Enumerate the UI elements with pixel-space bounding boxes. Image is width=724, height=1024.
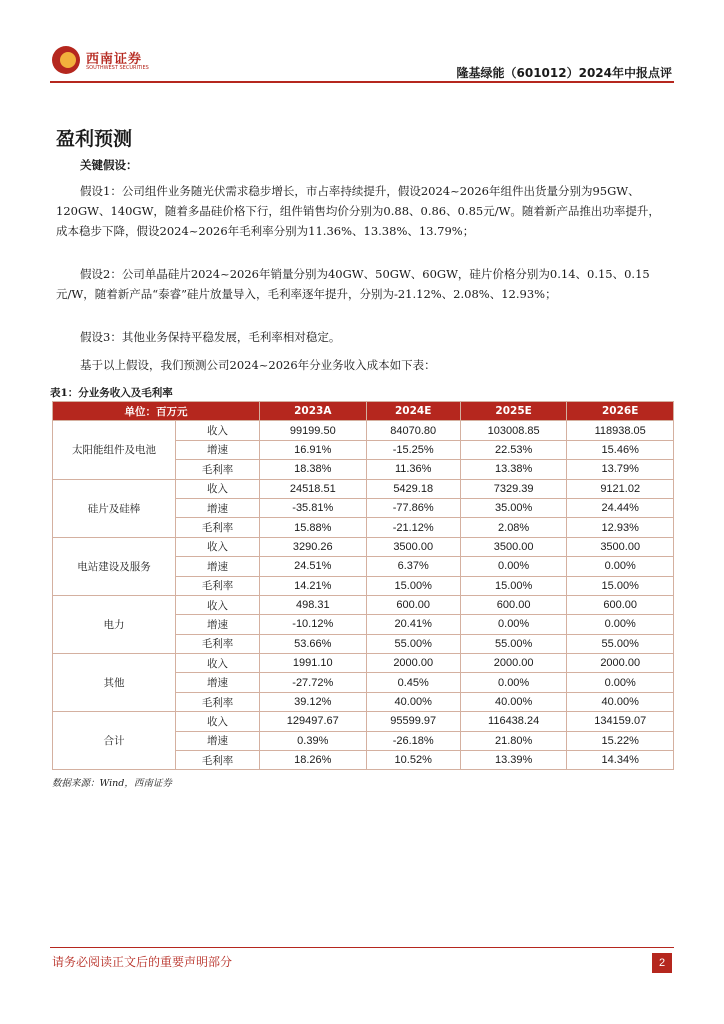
table-cell: 21.80% <box>460 731 567 750</box>
table-cell: 14.34% <box>567 751 674 770</box>
table-cell: -26.18% <box>366 731 460 750</box>
paragraph: 假设2：公司单晶硅片2024~2026年销量分别为40GW、50GW、60GW，硅片价格分别为0.14、0.15、0.15元/W，随着新产品“泰睿”硅片放量导入，毛利率逐年提升，分别为-21.12%、2.08%、12.93%； <box>56 267 650 301</box>
metric-label: 增速 <box>176 673 260 692</box>
table-cell: 11.36% <box>366 460 460 479</box>
brand-name-cn: 西南证券 <box>86 52 143 67</box>
table-cell: 39.12% <box>260 692 367 711</box>
segment-name: 其他 <box>53 654 176 712</box>
table-cell: 3290.26 <box>260 537 367 556</box>
table-cell: 24.51% <box>260 557 367 576</box>
table-cell: 2000.00 <box>460 654 567 673</box>
table-cell: 5429.18 <box>366 479 460 498</box>
table-cell: 600.00 <box>567 595 674 614</box>
table-cell: 40.00% <box>460 692 567 711</box>
metric-label: 增速 <box>176 731 260 750</box>
page-number: 2 <box>652 953 672 973</box>
table-caption: 表1：分业务收入及毛利率 <box>50 387 173 399</box>
metric-label: 增速 <box>176 557 260 576</box>
table-row <box>53 479 674 498</box>
report-title: 隆基绿能（601012）2024年中报点评 <box>456 66 672 80</box>
table-body <box>53 421 674 770</box>
table-cell: 0.45% <box>366 673 460 692</box>
table-cell: 15.46% <box>567 440 674 459</box>
table-cell: 0.00% <box>460 557 567 576</box>
table-cell: 600.00 <box>460 595 567 614</box>
table-cell: 14.21% <box>260 576 367 595</box>
assumption-1-paragraph <box>56 181 670 241</box>
table-cell: 20.41% <box>366 615 460 634</box>
metric-label: 增速 <box>176 440 260 459</box>
assumption-2-paragraph <box>56 264 670 304</box>
segment-name: 硅片及硅棒 <box>53 479 176 537</box>
footer-divider <box>50 947 674 948</box>
table-cell: 40.00% <box>366 692 460 711</box>
metric-label: 毛利率 <box>176 751 260 770</box>
table-cell: 15.00% <box>567 576 674 595</box>
metric-label: 毛利率 <box>176 692 260 711</box>
table-cell: 2000.00 <box>567 654 674 673</box>
table-cell: -77.86% <box>366 498 460 517</box>
metric-label: 收入 <box>176 712 260 731</box>
brand-name-en: SOUTHWEST SECURITIES <box>86 65 149 71</box>
table-cell: 3500.00 <box>567 537 674 556</box>
table-cell: 7329.39 <box>460 479 567 498</box>
data-source: 数据来源：Wind，西南证券 <box>52 778 172 789</box>
table-cell: 0.39% <box>260 731 367 750</box>
metric-label: 毛利率 <box>176 518 260 537</box>
table-cell: 0.00% <box>567 673 674 692</box>
key-assumptions-heading: 关键假设： <box>80 158 138 172</box>
table-cell: 6.37% <box>366 557 460 576</box>
metric-label: 收入 <box>176 537 260 556</box>
table-cell: 55.00% <box>460 634 567 653</box>
table-cell: 18.38% <box>260 460 367 479</box>
table-row <box>53 595 674 614</box>
segment-name: 合计 <box>53 712 176 770</box>
segment-revenue-table <box>52 401 674 770</box>
column-header: 2023A <box>260 402 367 421</box>
table-cell: 10.52% <box>366 751 460 770</box>
column-header: 2026E <box>567 402 674 421</box>
table-cell: 15.88% <box>260 518 367 537</box>
metric-label: 增速 <box>176 615 260 634</box>
header-divider <box>50 81 674 83</box>
table-cell: 12.93% <box>567 518 674 537</box>
table-cell: 84070.80 <box>366 421 460 440</box>
table-cell: 22.53% <box>460 440 567 459</box>
table-cell: 53.66% <box>260 634 367 653</box>
table-cell: 0.00% <box>460 673 567 692</box>
paragraph: 基于以上假设，我们预测公司2024~2026年分业务收入成本如下表： <box>80 358 436 372</box>
table-cell: 16.91% <box>260 440 367 459</box>
segment-name: 电站建设及服务 <box>53 537 176 595</box>
table-cell: -15.25% <box>366 440 460 459</box>
table-cell: 18.26% <box>260 751 367 770</box>
metric-label: 增速 <box>176 498 260 517</box>
metric-label: 毛利率 <box>176 634 260 653</box>
column-header: 2025E <box>460 402 567 421</box>
table-cell: 15.22% <box>567 731 674 750</box>
table-cell: 498.31 <box>260 595 367 614</box>
table-row <box>53 712 674 731</box>
table-cell: 55.00% <box>567 634 674 653</box>
metric-label: 收入 <box>176 421 260 440</box>
table-cell: 24.44% <box>567 498 674 517</box>
table-cell: -35.81% <box>260 498 367 517</box>
table-cell: 13.38% <box>460 460 567 479</box>
table-cell: 13.39% <box>460 751 567 770</box>
table-cell: 2000.00 <box>366 654 460 673</box>
segment-name: 太阳能组件及电池 <box>53 421 176 479</box>
table-cell: 15.00% <box>460 576 567 595</box>
table-cell: 9121.02 <box>567 479 674 498</box>
table-cell: 99199.50 <box>260 421 367 440</box>
table-cell: 24518.51 <box>260 479 367 498</box>
metric-label: 收入 <box>176 479 260 498</box>
table-cell: 3500.00 <box>460 537 567 556</box>
table-cell: 2.08% <box>460 518 567 537</box>
table-cell: 40.00% <box>567 692 674 711</box>
column-header: 2024E <box>366 402 460 421</box>
forecast-intro-paragraph <box>56 355 670 375</box>
metric-label: 收入 <box>176 654 260 673</box>
table-cell: 55.00% <box>366 634 460 653</box>
table-cell: 13.79% <box>567 460 674 479</box>
table-cell: 118938.05 <box>567 421 674 440</box>
table-cell: 134159.07 <box>567 712 674 731</box>
table-cell: 15.00% <box>366 576 460 595</box>
table-cell: 600.00 <box>366 595 460 614</box>
table-cell: 0.00% <box>567 557 674 576</box>
metric-label: 毛利率 <box>176 460 260 479</box>
table-cell: 116438.24 <box>460 712 567 731</box>
paragraph: 假设3：其他业务保持平稳发展，毛利率相对稳定。 <box>80 330 341 344</box>
disclaimer: 请务必阅读正文后的重要声明部分 <box>52 955 233 969</box>
table-row <box>53 654 674 673</box>
logo-emblem-icon <box>52 46 80 74</box>
table-cell: 1991.10 <box>260 654 367 673</box>
unit-label: 单位：百万元 <box>53 402 260 421</box>
metric-label: 收入 <box>176 595 260 614</box>
table-cell: 103008.85 <box>460 421 567 440</box>
assumption-3-paragraph <box>56 327 670 347</box>
brand-logo <box>50 44 150 78</box>
table-cell: 0.00% <box>567 615 674 634</box>
table-cell: -27.72% <box>260 673 367 692</box>
table-cell: 3500.00 <box>366 537 460 556</box>
table-cell: 129497.67 <box>260 712 367 731</box>
metric-label: 毛利率 <box>176 576 260 595</box>
section-title: 盈利预测 <box>56 128 133 150</box>
table-cell: -10.12% <box>260 615 367 634</box>
table-cell: -21.12% <box>366 518 460 537</box>
table-cell: 0.00% <box>460 615 567 634</box>
table-header-row <box>53 402 674 421</box>
table-cell: 95599.97 <box>366 712 460 731</box>
segment-name: 电力 <box>53 595 176 653</box>
table-row <box>53 537 674 556</box>
table-cell: 35.00% <box>460 498 567 517</box>
paragraph: 假设1：公司组件业务随光伏需求稳步增长，市占率持续提升，假设2024~2026年组件出货量分别为95GW、120GW、140GW，随着多晶硅价格下行，组件销售均价分别为0.88、0.86、0.85元/W。随着新产品推出功率提升，成本稳步下降，假设2024~2026年毛利率分别为11.36%、13.38%、13.79%； <box>56 184 660 238</box>
table-row <box>53 421 674 440</box>
